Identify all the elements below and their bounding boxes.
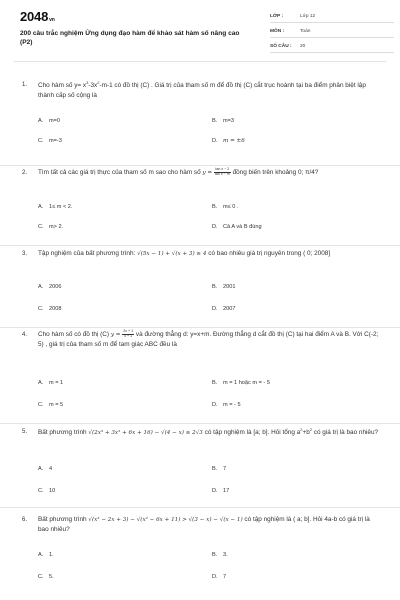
option-c[interactable]: [38, 306, 61, 312]
question-5: [0, 424, 400, 508]
question-text: [38, 168, 380, 178]
option-d[interactable]: [212, 224, 262, 230]
meta-panel: [270, 10, 394, 55]
option-c[interactable]: [38, 574, 54, 580]
fraction: [122, 330, 134, 338]
option-a[interactable]: [38, 552, 54, 558]
question-text-part: có bao nhiêu giá trị nguyên trong ( 0; 2008]: [208, 250, 331, 257]
formula: √(5x − 1) + √(x + 3) ≥ 4: [137, 251, 207, 257]
question-4: [0, 328, 400, 424]
option-d[interactable]: [212, 402, 241, 408]
option-text: 3.: [223, 552, 228, 558]
option-text: 2007: [223, 306, 236, 312]
site-logo[interactable]: [20, 9, 55, 24]
option-letter: C.: [38, 138, 44, 144]
option-c[interactable]: [38, 138, 62, 144]
option-letter: B.: [212, 380, 218, 386]
logo-text: 2048: [20, 9, 49, 24]
option-d[interactable]: [212, 306, 235, 312]
option-c[interactable]: [38, 402, 63, 408]
formula: y =: [202, 170, 213, 176]
option-d[interactable]: [212, 488, 229, 494]
option-letter: B.: [212, 118, 218, 124]
question-text-part: +b: [302, 429, 310, 437]
option-text: 2006: [49, 284, 62, 290]
question-text-part: -3x: [88, 82, 98, 90]
formula: √(2x³ + 3x² + 6x + 16) − √(4 − x) ≥ 2√3: [88, 430, 203, 437]
formula: y =: [110, 332, 121, 338]
question-number: 2.: [22, 170, 28, 176]
option-text: m = 1 hoặc m = - 5: [223, 380, 270, 386]
question-number: 4.: [22, 332, 28, 338]
option-letter: D.: [212, 574, 218, 580]
option-letter: A.: [38, 118, 44, 124]
question-text: [38, 330, 380, 349]
question-number: 3.: [22, 251, 28, 257]
option-b[interactable]: [212, 466, 226, 472]
option-c[interactable]: [38, 224, 63, 230]
option-letter: A.: [38, 204, 44, 210]
option-text: 2008: [49, 306, 62, 312]
subject-label: MÔN :: [270, 28, 285, 34]
question-text: [38, 515, 380, 534]
question-text: [38, 249, 380, 259]
question-3: [0, 246, 400, 328]
option-letter: A.: [38, 466, 44, 472]
option-letter: A.: [38, 380, 44, 386]
question-number: 5.: [22, 429, 28, 435]
option-letter: B.: [212, 466, 218, 472]
question-text-part: có tập nghiệm là ( a; b]. Hỏi 4a-b có giá trị là bao nhiêu?: [38, 516, 370, 533]
option-text: 1.: [49, 552, 54, 558]
option-letter: C.: [38, 488, 44, 494]
superscript: 2: [309, 427, 312, 432]
question-text-part: -m-1 có đồ thị (C) . Giá trị của tham số m để đồ thị (C) cắt trục hoành tại ba điểm phân biệt lập thành cấp số cộng là: [38, 82, 366, 99]
option-b[interactable]: [212, 204, 239, 210]
option-d[interactable]: [212, 138, 245, 144]
document-title: 200 câu trắc nghiệm Ứng dụng đạo hàm để khảo sát hàm số nâng cao (P2): [20, 30, 240, 46]
logo-suffix: vn: [49, 17, 55, 23]
option-a[interactable]: [38, 466, 52, 472]
formula: √(x² − 2x + 3) − √(x² − 6x + 11) > √(3 − x) − √(x − 1): [88, 517, 243, 523]
count-label: SỐ CÂU :: [270, 43, 292, 49]
option-letter: C.: [38, 306, 44, 312]
option-letter: B.: [212, 204, 218, 210]
superscript: 3: [86, 80, 89, 85]
question-text: [38, 427, 380, 438]
option-text: m≤ 0 .: [223, 204, 239, 210]
option-letter: D.: [212, 488, 218, 494]
option-text: 1≤ m < 2.: [49, 204, 73, 210]
class-value: Lớp 12: [300, 13, 316, 19]
question-text-part: có tập nghiệm là [a; b]. Hỏi tổng a: [204, 429, 301, 437]
option-letter: D.: [212, 224, 218, 230]
fraction-denominator: x + 1: [124, 333, 133, 338]
worksheet-header: [14, 0, 386, 62]
option-b[interactable]: [212, 118, 234, 124]
superscript: 2: [97, 80, 100, 85]
question-text-part: Cho hàm số có đồ thị (C): [38, 331, 110, 338]
option-letter: B.: [212, 284, 218, 290]
option-text: m = - 5: [223, 402, 241, 408]
option-text: 4: [49, 466, 53, 472]
option-b[interactable]: [212, 380, 270, 386]
question-text-part: có giá trị là bao nhiêu?: [313, 429, 379, 437]
option-letter: B.: [212, 552, 218, 558]
question-number: 6.: [22, 517, 28, 523]
count-value: 20: [300, 43, 306, 49]
option-text: m = 1: [49, 380, 64, 386]
option-text: 7: [223, 466, 227, 472]
fraction-denominator: tan x − m: [214, 171, 230, 176]
option-text: 5.: [49, 574, 54, 580]
option-letter: D.: [212, 138, 218, 144]
option-letter: D.: [212, 402, 218, 408]
option-a[interactable]: [38, 380, 63, 386]
question-text-part: và đường thẳng d: y=x+m. Đường thẳng d cắt đồ thị (C) tại hai điểm A và B. Với C(-2; 5) , giá trị của tham số m để tam giác ABC đều là: [38, 331, 379, 348]
meta-class-row: [270, 10, 394, 23]
option-letter: A.: [38, 552, 44, 558]
meta-count-row: [270, 40, 394, 53]
meta-subject-row: [270, 25, 394, 38]
question-number: 1.: [22, 82, 28, 88]
option-text: 10: [49, 488, 56, 494]
option-a[interactable]: [38, 118, 60, 124]
question-text-part: Bất phương trình: [38, 516, 87, 523]
option-b[interactable]: [212, 552, 228, 558]
subject-value: Toán: [300, 28, 311, 34]
option-b[interactable]: [212, 284, 235, 290]
question-text: [38, 80, 380, 100]
question-text-part: đồng biến trên khoảng 0; π/4?: [232, 169, 319, 176]
class-label: LỚP :: [270, 13, 284, 19]
fraction-numerator: tan x − 2: [215, 167, 230, 172]
fraction-numerator: 2x + 1: [123, 329, 134, 334]
question-text-part: Tìm tất cả các giá trị thực của tham số m sao cho hàm số: [38, 169, 201, 176]
option-letter: C.: [38, 224, 44, 230]
option-text: 2001: [223, 284, 236, 290]
option-a[interactable]: [38, 284, 61, 290]
option-text: Cả A và B đúng: [223, 224, 262, 230]
superscript: 2: [300, 427, 303, 432]
option-text: m=-3: [49, 138, 62, 144]
option-a[interactable]: [38, 204, 72, 210]
question-text-part: Bất phương trình: [38, 429, 87, 437]
option-c[interactable]: [38, 488, 55, 494]
option-text: 7: [223, 574, 227, 580]
option-letter: A.: [38, 284, 44, 290]
option-text: m = ±6: [223, 138, 245, 144]
question-2: [0, 166, 400, 246]
option-text: m=3: [223, 118, 235, 124]
fraction: [214, 168, 231, 176]
option-text: 17: [223, 488, 230, 494]
question-text-part: Tập nghiệm của bất phương trình:: [38, 250, 136, 257]
option-text: m = 5: [49, 402, 64, 408]
question-text-part: Cho hàm số y= x: [38, 82, 87, 90]
option-d[interactable]: [212, 574, 226, 580]
option-text: m=0: [49, 118, 61, 124]
question-1: [0, 80, 400, 166]
option-letter: D.: [212, 306, 218, 312]
option-letter: C.: [38, 402, 44, 408]
question-6: [0, 508, 400, 598]
option-letter: C.: [38, 574, 44, 580]
option-text: m> 2.: [49, 224, 64, 230]
